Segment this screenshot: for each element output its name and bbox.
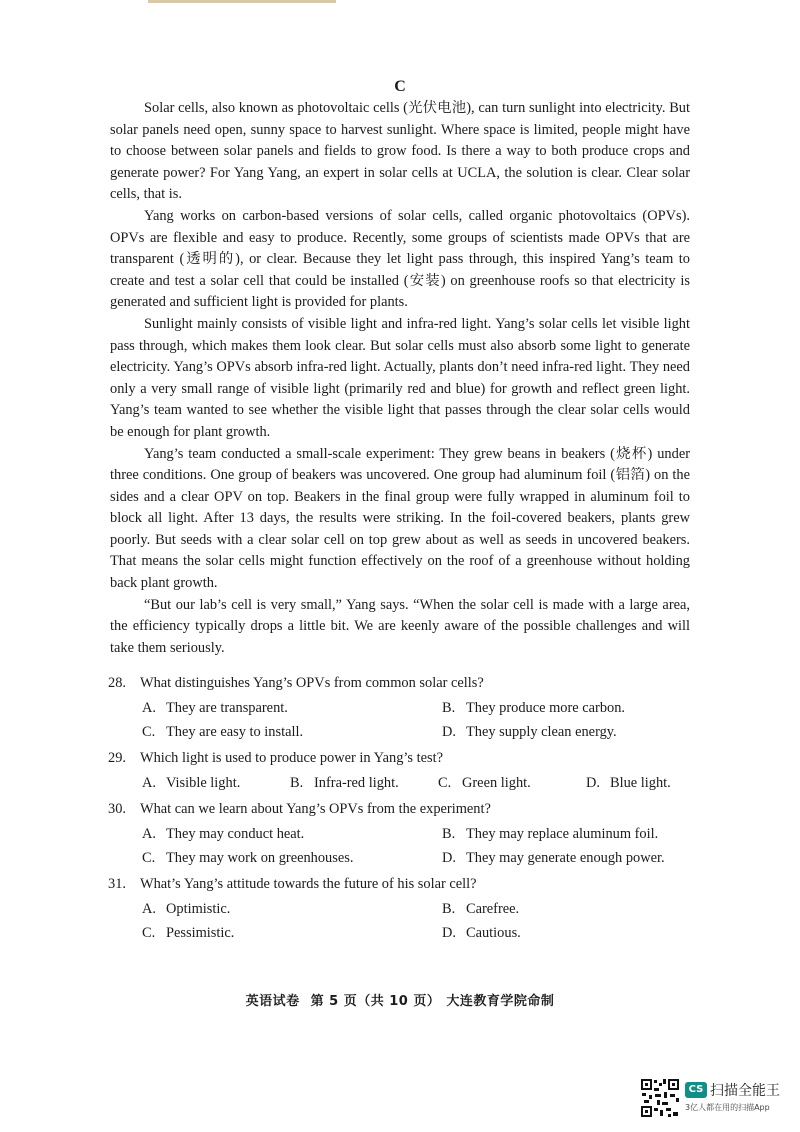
option-d[interactable] [442,848,722,868]
question-stem: What’s Yang’s attitude towards the future of his solar cell? [140,876,477,893]
footer-publisher: 大连教育学院命制 [446,994,555,1009]
option-text: They supply clean energy. [466,724,617,741]
option-text: Visible light. [166,775,241,792]
question [110,874,690,943]
question [110,673,690,742]
option-text: They are transparent. [166,700,288,717]
option-b[interactable] [442,698,722,718]
option-letter: B. [442,700,456,717]
option-b[interactable] [442,824,722,844]
question-number: 30. [108,801,126,818]
option-letter: C. [142,724,156,741]
exam-page [110,76,690,943]
question-stem: Which light is used to produce power in Yang’s test? [140,750,443,767]
option-text: They may work on greenhouses. [166,850,354,867]
paragraph: Yang’s team conducted a small-scale experiment: They grew beans in beakers (烧杯) under three conditions. One group of beakers was uncovered. One group had aluminum foil (铝箔) on the sides and a clear OPV on top. Beakers in the final group were fully wrapped in aluminum foil to block all light. After 13 days, the results were striking. In the foil-covered beakers, plants grew poorly. But seeds with a clear solar cell on top grew about as well as seeds in uncovered beakers. That means the solar cells might function effectively on the roof of a greenhouse without holding back plant growth. [110,445,690,592]
option-a[interactable] [142,773,290,793]
question-number: 29. [108,750,126,767]
option-letter: D. [442,850,456,867]
option-b[interactable] [290,773,438,793]
qr-code-icon [640,1078,680,1118]
option-text: They may generate enough power. [466,850,665,867]
question [110,748,690,793]
paragraph: Sunlight mainly consists of visible light and infra-red light. Yang’s solar cells let visible light pass through, which makes them look clear. But solar cells must also absorb some light to generate electricity. Yang’s OPVs absorb infra-red light. Actually, plants don’t need infra-red light. They need only a very small range of visible light (primarily red and blue) for growth and reflect green light. Yang’s team wanted to see whether the visible light that passes through the clear solar cells would be enough for plant growth. [110,315,690,440]
option-a[interactable] [142,824,442,844]
option-letter: B. [290,775,304,792]
option-d[interactable] [442,923,722,943]
scanner-watermark [640,1078,800,1124]
option-text: Blue light. [610,775,671,792]
top-rule [148,0,336,3]
option-text: Cautious. [466,925,521,942]
option-d[interactable] [586,773,726,793]
app-name: 扫描全能王 [710,1083,780,1099]
option-text: They are easy to install. [166,724,304,741]
option-text: They produce more carbon. [466,700,626,717]
footer-subject: 英语试卷 [245,994,300,1009]
option-letter: B. [442,901,456,918]
question-stem: What distinguishes Yang’s OPVs from common solar cells? [140,675,484,692]
question-number: 31. [108,876,126,893]
app-tagline: 3亿人都在用的扫描App [685,1103,770,1112]
section-letter: C [394,78,406,95]
option-text: Pessimistic. [166,925,235,942]
option-text: Carefree. [466,901,520,918]
option-letter: D. [442,925,456,942]
option-letter: C. [438,775,452,792]
option-a[interactable] [142,698,442,718]
option-text: They may replace aluminum foil. [466,826,659,843]
passage [110,98,690,659]
question-number: 28. [108,675,126,692]
option-letter: B. [442,826,456,843]
option-letter: A. [142,700,156,717]
option-letter: A. [142,775,156,792]
option-text: Optimistic. [166,901,231,918]
paragraph: “But our lab’s cell is very small,” Yang says. “When the solar cell is made with a large area, the efficiency typically drops a little bit. We are keenly aware of the possible challenges and will take them seriously. [110,596,690,656]
option-d[interactable] [442,722,722,742]
option-c[interactable] [142,848,442,868]
option-c[interactable] [142,923,442,943]
question-list [110,673,690,943]
option-a[interactable] [142,899,442,919]
paragraph: Solar cells, also known as photovoltaic cells (光伏电池), can turn sunlight into electricity. But solar panels need open, sunny space to harvest sunlight. Where space is limited, people might have to choose between solar panels and fields to grow food. Is there a way to both produce crops and generate power? For Yang Yang, an expert in solar cells at UCLA, the solution is clear. Clear solar cells, that is. [110,100,690,203]
option-c[interactable] [438,773,586,793]
question-stem: What can we learn about Yang’s OPVs from the experiment? [140,801,491,818]
option-letter: D. [442,724,456,741]
option-letter: A. [142,901,156,918]
question [110,799,690,868]
option-letter: C. [142,925,156,942]
option-letter: A. [142,826,156,843]
page-footer [0,990,800,1009]
camscanner-logo: CS [685,1082,707,1098]
option-letter: D. [586,775,600,792]
option-b[interactable] [442,899,722,919]
footer-page: 第 5 页（共 10 页） [310,994,441,1009]
option-text: Infra-red light. [314,775,399,792]
option-c[interactable] [142,722,442,742]
option-letter: C. [142,850,156,867]
option-text: They may conduct heat. [166,826,305,843]
paragraph: Yang works on carbon-based versions of solar cells, called organic photovoltaics (OPVs). OPVs are flexible and easy to produce. Recently, some groups of scientists made OPVs that are transparent (透明的), or clear. Because they let light pass through, this inspired Yang’s team to create and test a solar cell that could be installed (安装) on greenhouse roofs so that electricity is generated and sufficient light is provided for plants. [110,207,690,311]
option-text: Green light. [462,775,531,792]
